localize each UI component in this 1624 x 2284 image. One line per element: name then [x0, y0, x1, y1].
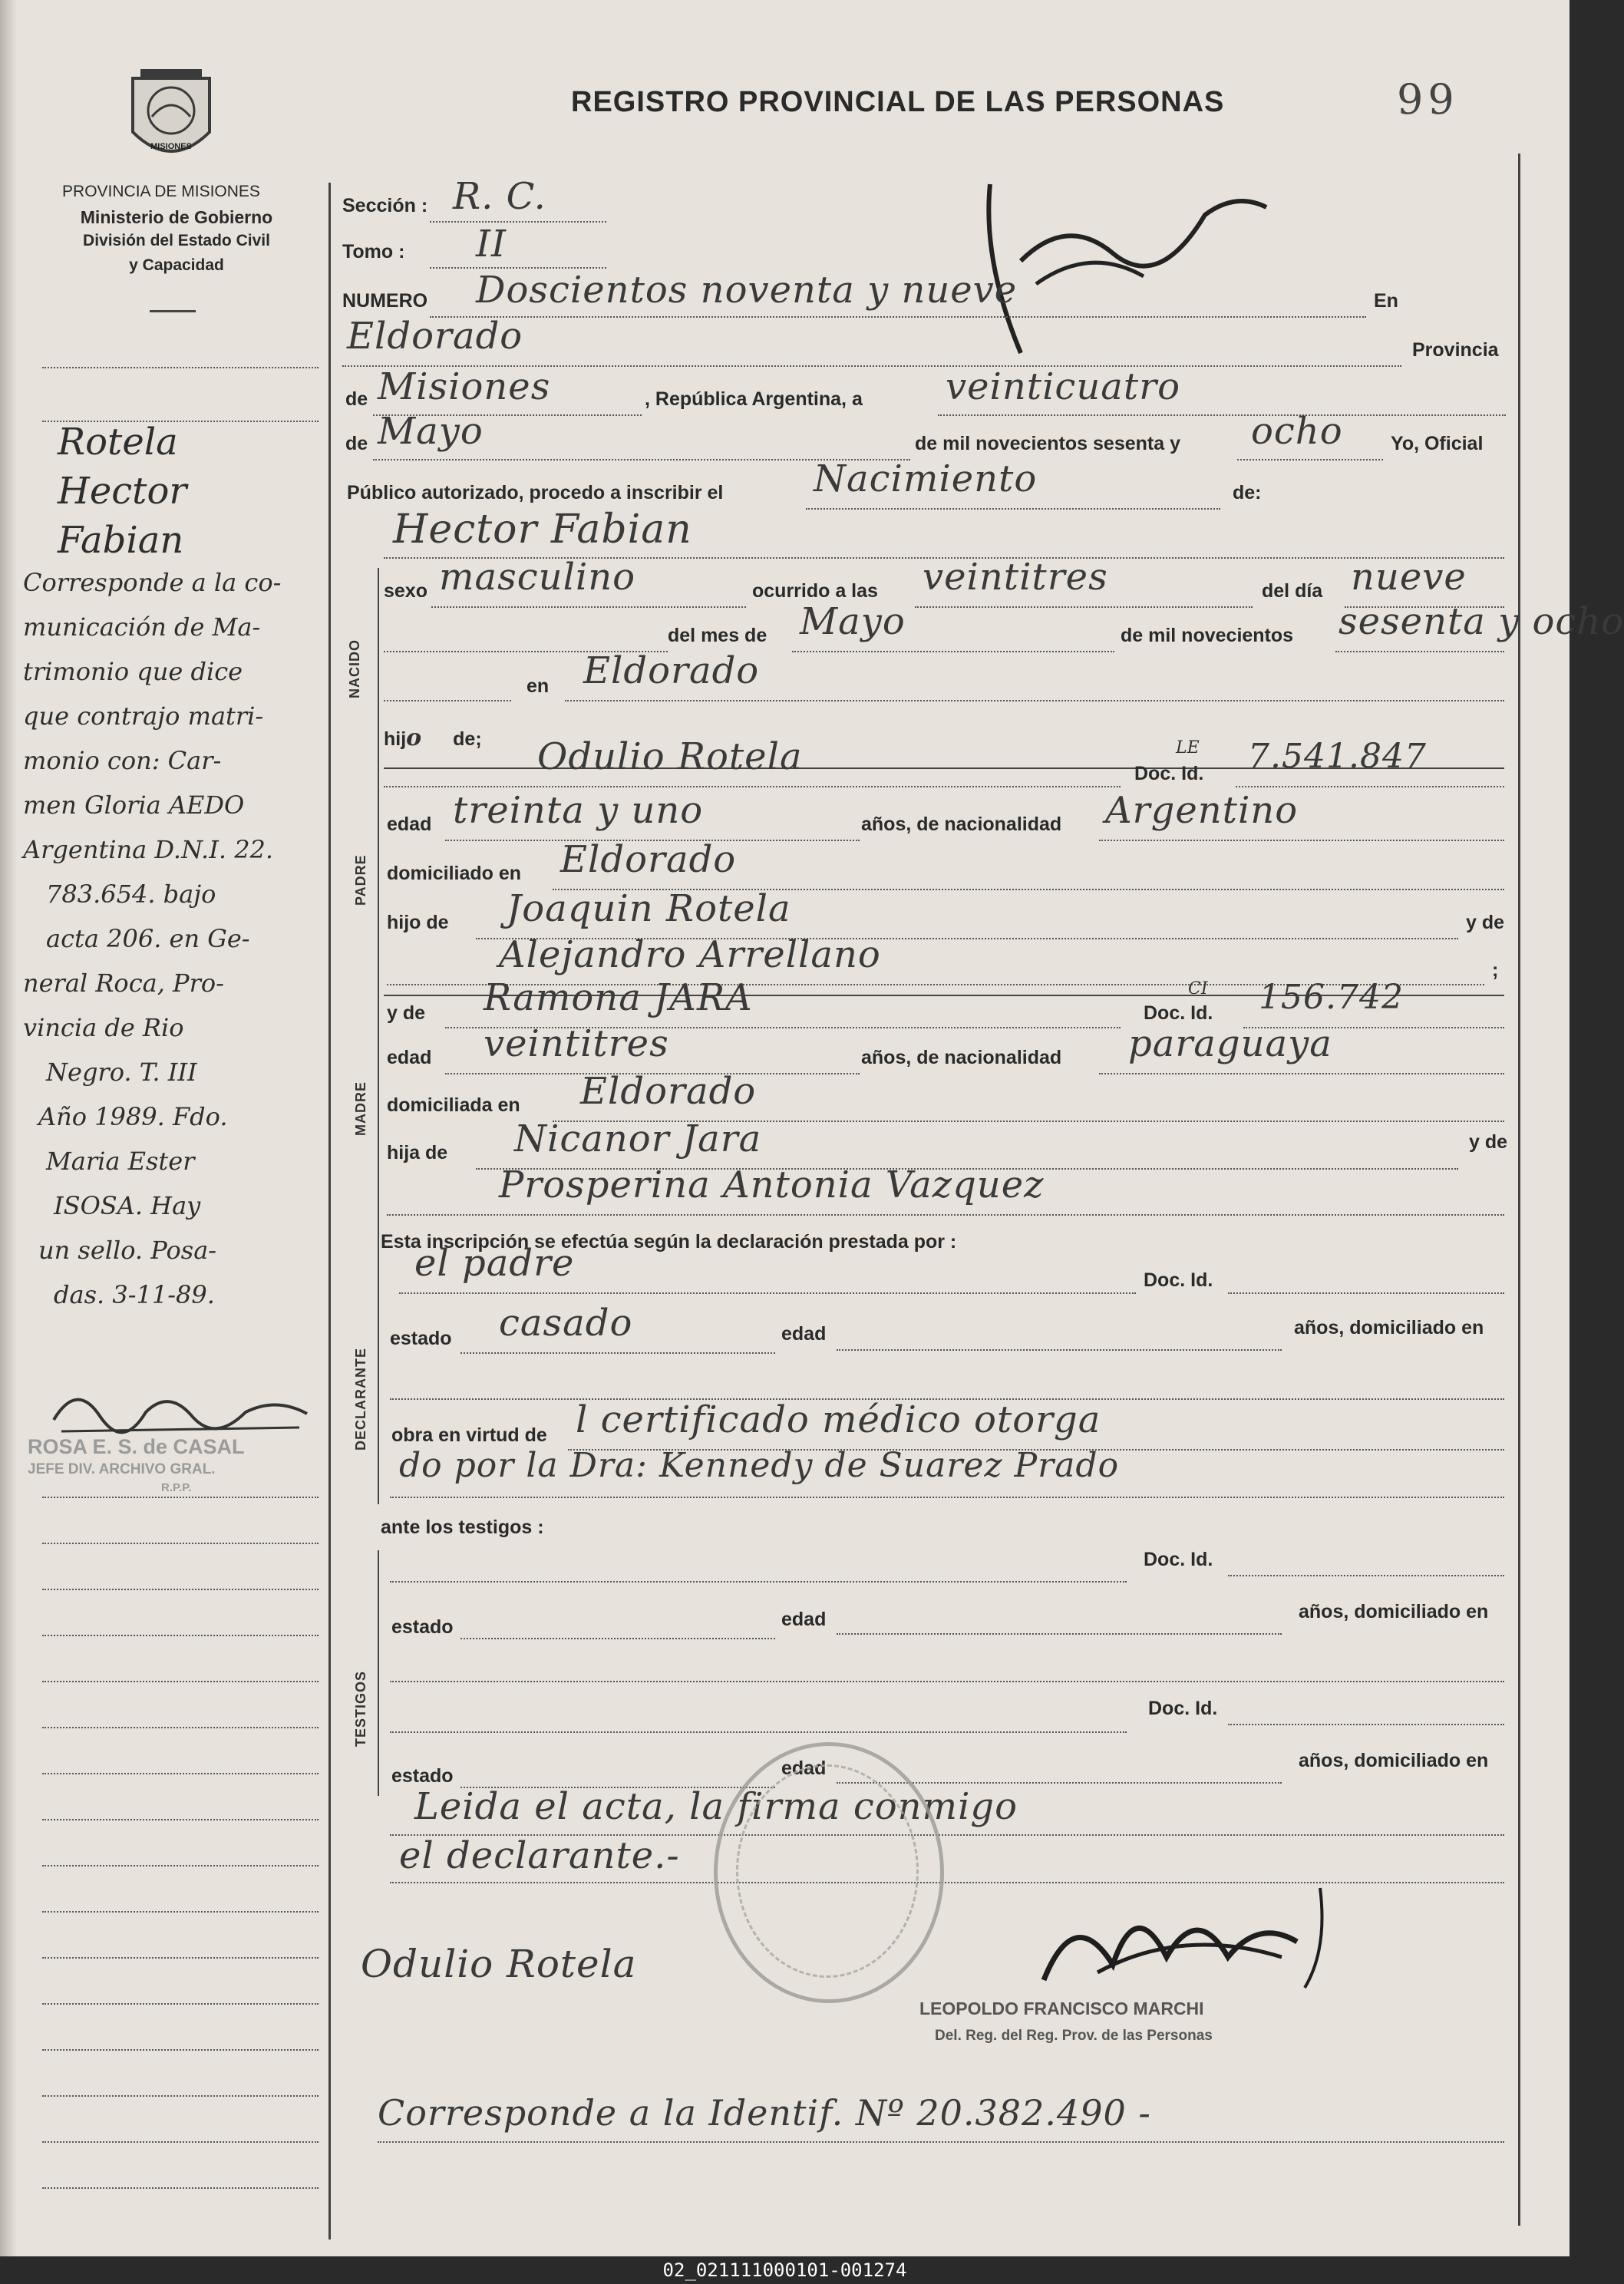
lugar-value: Eldorado	[347, 315, 523, 358]
de-label-2: de	[345, 433, 368, 454]
margin-note-line: un sello. Posa-	[38, 1236, 217, 1265]
sexo-value: masculino	[439, 556, 636, 599]
testigo1-anios-label: años, domiciliado en	[1299, 1601, 1489, 1622]
margin-note-line: neral Roca, Pro-	[23, 969, 224, 998]
registry-round-stamp	[714, 1742, 944, 2003]
agency-line-2: Ministerio de Gobierno	[80, 207, 273, 227]
de2-label: de:	[1233, 482, 1262, 503]
testigo1-estado-label: estado	[391, 1616, 454, 1638]
margin-note-line: municación de Ma-	[23, 612, 261, 642]
agency-divider	[150, 310, 196, 312]
del-dia-label: del día	[1262, 580, 1323, 602]
archive-stamp-line-1: ROSA E. S. de CASAL	[28, 1435, 245, 1458]
margin-note-line: Argentina D.N.I. 22.	[23, 835, 274, 864]
correspondencia-identificacion: Corresponde a la Identif. Nº 20.382.490 -	[378, 2092, 1151, 2134]
en-label: En	[1374, 290, 1398, 312]
nacido-section-label: NACIDO	[347, 639, 362, 698]
margin-note-line: Corresponde a la co-	[23, 568, 282, 597]
declarante-value: el padre	[414, 1242, 575, 1285]
madre-y-de-label: y de	[387, 1002, 426, 1024]
seal-text: MISIONES	[150, 142, 192, 151]
obra-label: obra en virtud de	[391, 1424, 547, 1446]
margin-note-line: ISOSA. Hay	[54, 1191, 201, 1220]
margin-note-line: vincia de Rio	[23, 1013, 184, 1042]
padre-abuelo-value: Joaquin Rotela	[507, 887, 791, 930]
right-border	[1518, 153, 1520, 2226]
padre-domicilio-value: Eldorado	[560, 838, 737, 881]
padre-edad-label: edad	[387, 814, 432, 835]
hijo-label-text: hij	[384, 728, 407, 750]
anio-nacimiento-a	[1338, 600, 1624, 643]
firma-declarante: Odulio Rotela	[361, 1942, 637, 1986]
declaracion-intro-label: Esta inscripción se efectúa según la declaración prestada por :	[381, 1231, 957, 1253]
padre-doc-value: 7.541.847	[1248, 737, 1427, 776]
margin-note-line: 783.654. bajo	[46, 880, 216, 909]
padre-semicolon: ;	[1492, 959, 1499, 981]
testigo1-edad-label: edad	[781, 1609, 827, 1630]
padre-doc-type: LE	[1176, 738, 1200, 757]
declarante-estado-label: estado	[390, 1328, 452, 1349]
anio-value: ocho	[1251, 410, 1343, 453]
testigo2-edad-label: edad	[781, 1758, 827, 1779]
declarante-edad-label: edad	[781, 1323, 827, 1345]
dia-nacimiento-value: nueve	[1351, 556, 1467, 599]
image-id-footer: 02_021111000101-001274	[0, 2256, 1570, 2284]
de-label: de	[345, 388, 368, 410]
agency-line-1: PROVINCIA DE MISIONES	[62, 183, 260, 200]
tomo-label: Tomo :	[342, 241, 405, 262]
mil-nacimiento-label: de mil novecientos	[1121, 625, 1294, 646]
acto-value: Nacimiento	[814, 457, 1038, 500]
republica-label: , República Argentina, a	[645, 388, 863, 410]
declarante-estado-value: casado	[499, 1302, 633, 1345]
hijo-label	[384, 724, 482, 751]
mil-label: de mil novecientos sesenta y	[915, 433, 1180, 454]
page-title: REGISTRO PROVINCIAL DE LAS PERSONAS	[571, 86, 1225, 118]
provincial-seal-icon	[121, 63, 221, 170]
madre-doc-label: Doc. Id.	[1144, 1002, 1213, 1024]
declarante-doc-label: Doc. Id.	[1144, 1269, 1213, 1291]
madre-domicilio-label: domiciliada en	[387, 1094, 520, 1116]
nombre-value: Hector Fabian	[393, 507, 692, 553]
padre-edad-value: treinta y uno	[453, 789, 704, 832]
tomo-value: II	[476, 223, 507, 266]
archive-stamp-line-2: JEFE DIV. ARCHIVO GRAL.	[28, 1461, 216, 1477]
margin-note-line: que contrajo matri-	[23, 701, 264, 731]
margin-note-line: Maria Ester	[46, 1147, 195, 1176]
padre-abuela-value: Alejandro Arrellano	[499, 933, 881, 976]
padre-nombre-value: Odulio Rotela	[537, 735, 803, 778]
ocurrido-label: ocurrido a las	[752, 580, 878, 602]
dia-value: veinticuatro	[946, 365, 1180, 408]
oficial-label: Yo, Oficial	[1391, 433, 1484, 454]
margin-note-line: trimonio que dice	[23, 657, 243, 686]
margin-second-name: Fabian	[58, 519, 184, 562]
madre-nombre-value: Ramona JARA	[484, 976, 753, 1019]
margin-note-line: das. 3-11-89.	[54, 1280, 215, 1309]
madre-nacionalidad-label: años, de nacionalidad	[861, 1047, 1062, 1068]
margin-first-name: Hector	[58, 470, 187, 513]
margin-note-line: men Gloria AEDO	[23, 790, 245, 820]
binding-edge	[0, 0, 17, 2256]
madre-abuelo-value: Nicanor Jara	[514, 1117, 762, 1160]
publico-label: Público autorizado, procedo a inscribir el	[347, 482, 724, 503]
section-bracket	[378, 568, 379, 1504]
madre-hija-de-label: hija de	[387, 1142, 448, 1163]
sexo-label: sexo	[384, 580, 427, 602]
padre-section-label: PADRE	[353, 854, 368, 906]
leida-line-1: Leida el acta, la firma conmigo	[414, 1785, 1018, 1828]
obra-value-1: l certificado médico otorga	[576, 1398, 1101, 1441]
madre-doc-value: 156.742	[1259, 978, 1404, 1017]
agency-line-4: y Capacidad	[129, 256, 224, 274]
page-number: 99	[1397, 75, 1459, 124]
leida-line-2: el declarante.-	[399, 1834, 680, 1877]
padre-domicilio-label: domiciliado en	[387, 863, 522, 884]
testigos-label: ante los testigos :	[381, 1517, 544, 1538]
margin-annotation	[23, 568, 326, 1325]
hora-value: veintitres	[923, 556, 1108, 599]
madre-doc-type: CI	[1188, 979, 1208, 998]
archive-stamp-line-3: R.P.P.	[161, 1481, 192, 1494]
margin-surname: Rotela	[58, 421, 178, 464]
mes-nacimiento-value: Mayo	[800, 600, 906, 643]
testigo2-anios-label: años, domiciliado en	[1299, 1750, 1489, 1771]
madre-edad-value: veintitres	[484, 1022, 669, 1065]
madre-nacionalidad-value: paraguaya	[1128, 1022, 1332, 1065]
padre-hijo-de-label: hijo de	[387, 912, 449, 933]
madre-abuela-value: Prosperina Antonia Vazquez	[499, 1163, 1045, 1206]
margin-note-line: Año 1989. Fdo.	[38, 1102, 228, 1131]
margin-note-line: Negro. T. III	[46, 1058, 197, 1087]
oficial-nombre: LEOPOLDO FRANCISCO MARCHI	[919, 1998, 1204, 2018]
mes-value: Mayo	[378, 410, 484, 453]
margin-separator	[328, 183, 331, 2239]
margin-note-line: acta 206. en Ge-	[46, 924, 250, 953]
seccion-value: R. C.	[453, 175, 546, 218]
del-mes-label: del mes de	[668, 625, 767, 646]
oficial-signature	[1028, 1873, 1358, 2006]
testigos-bracket	[378, 1550, 379, 1796]
oficial-cargo: Del. Reg. del Reg. Prov. de las Personas	[935, 2028, 1213, 2044]
declarante-section-label: DECLARANTE	[353, 1348, 368, 1451]
madre-edad-label: edad	[387, 1047, 432, 1068]
en-nacimiento-label: en	[526, 675, 550, 697]
anio-nacimiento-value: sesenta y ocho	[1338, 600, 1624, 643]
obra-value-2: do por la Dra: Kennedy de Suarez Prado	[399, 1446, 1120, 1485]
numero-value: Doscientos noventa y nueve	[476, 269, 1018, 312]
agency-line-3: División del Estado Civil	[83, 232, 270, 249]
seccion-label: Sección :	[342, 195, 428, 216]
numero-label: NUMERO	[342, 290, 428, 312]
lugar-nacimiento-value: Eldorado	[583, 649, 760, 692]
madre-y-de-label-2: y de	[1469, 1131, 1508, 1153]
testigo2-doc-label: Doc. Id.	[1148, 1698, 1218, 1719]
testigos-section-label: TESTIGOS	[353, 1670, 368, 1747]
provincia-value: Misiones	[378, 365, 551, 408]
madre-section-label: MADRE	[353, 1081, 368, 1136]
padre-nacionalidad-label: años, de nacionalidad	[861, 814, 1062, 835]
provincia-label: Provincia	[1412, 339, 1499, 361]
testigo2-estado-label: estado	[391, 1765, 454, 1787]
padre-doc-label: Doc. Id.	[1134, 763, 1204, 784]
hijo-suffix: o	[406, 724, 422, 751]
registrar-signature-top	[975, 169, 1297, 371]
declarante-anios-label: años, domiciliado en	[1294, 1317, 1484, 1338]
madre-domicilio-value: Eldorado	[580, 1070, 757, 1113]
padre-y-de-label: y de	[1466, 912, 1505, 933]
padre-nacionalidad-value: Argentino	[1105, 789, 1299, 832]
hijo-de-label: de;	[453, 728, 482, 750]
margin-note-line: monio con: Car-	[23, 746, 222, 775]
testigo1-doc-label: Doc. Id.	[1144, 1549, 1213, 1570]
